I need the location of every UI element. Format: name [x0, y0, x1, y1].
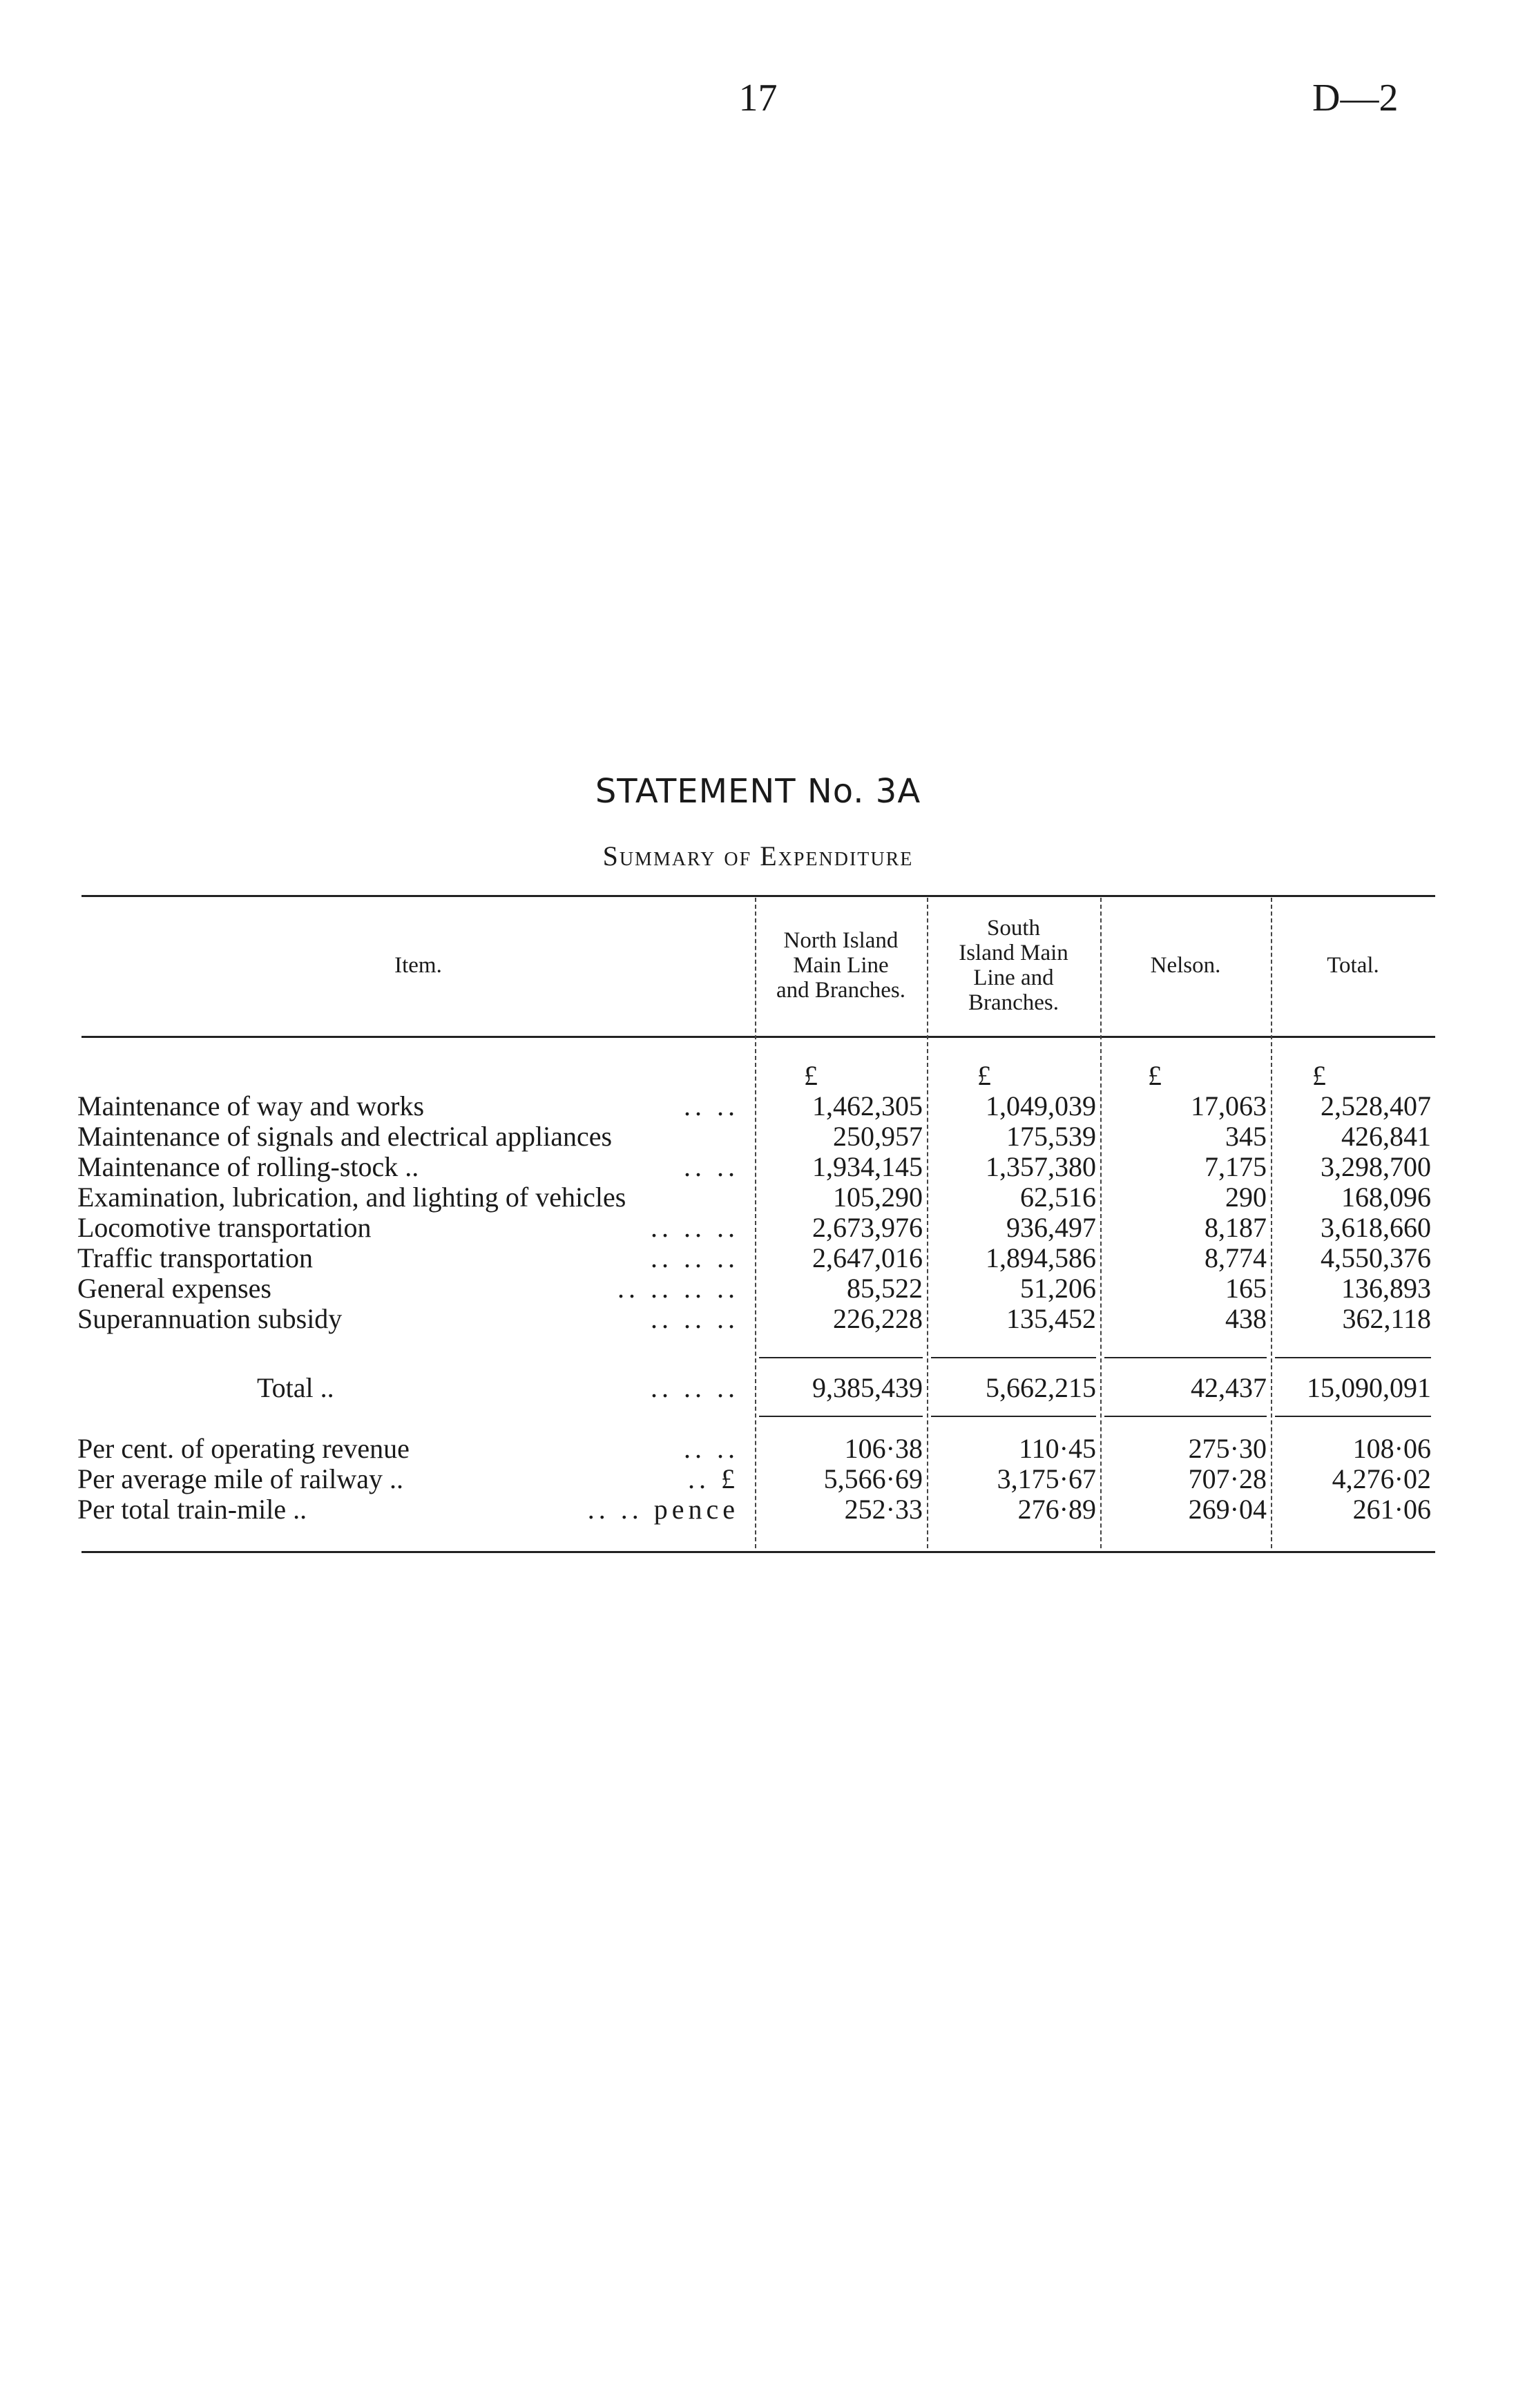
total-row-value-north-island: 9,385,439 [812, 1372, 923, 1403]
total-row-value-south-island: 5,662,215 [986, 1372, 1096, 1403]
ratio-row-value-total: 261·06 [1352, 1494, 1431, 1525]
table-row-value-nelson: 17,063 [1191, 1090, 1267, 1121]
table-row-value-north-island: 85,522 [847, 1273, 923, 1304]
total-row-value-nelson: 42,437 [1191, 1372, 1267, 1403]
table-row-label [77, 1182, 740, 1213]
dot-leader: .. .. pence [587, 1494, 739, 1525]
table-bottom-rule [81, 1551, 1435, 1553]
row-label-text: General expenses [77, 1273, 271, 1304]
table-row-value-north-island: 2,673,976 [812, 1212, 923, 1243]
ratio-row-value-south-island: 276·89 [1017, 1494, 1096, 1525]
table-row-value-south-island: 936,497 [1006, 1212, 1096, 1243]
ratio-row-value-nelson: 269·04 [1188, 1494, 1267, 1525]
table-row-label [77, 1091, 740, 1121]
column-header-line: Main Line [793, 953, 889, 978]
row-label-text: Traffic transportation [77, 1242, 314, 1273]
column-header-south-island [927, 916, 1100, 1015]
subtotal-rule [931, 1357, 1096, 1358]
table-row-value-north-island: 2,647,016 [812, 1242, 923, 1273]
table-row-value-north-island: 226,228 [833, 1303, 923, 1334]
column-header-north-island [755, 928, 927, 1003]
currency-symbol: £ [1312, 1060, 1326, 1091]
column-header-line: Line and [973, 965, 1054, 990]
dot-leader: .. .. .. [651, 1212, 739, 1243]
currency-symbol: £ [1148, 1060, 1162, 1091]
row-label-text: Per cent. of operating revenue [77, 1433, 410, 1464]
total-row-label [257, 1373, 740, 1403]
table-row-value-south-island: 1,894,586 [986, 1242, 1096, 1273]
table-row-value-nelson: 8,187 [1205, 1212, 1267, 1243]
subtotal-rule [1104, 1357, 1267, 1358]
column-header-line: Total. [1327, 953, 1379, 978]
column-header-line: Item. [394, 953, 442, 978]
dot-leader: .. .. .. [651, 1242, 739, 1273]
row-label-text: Maintenance of way and works [77, 1090, 425, 1121]
total-rule [931, 1416, 1096, 1417]
table-row-value-total: 136,893 [1341, 1273, 1431, 1304]
table-row-value-nelson: 345 [1225, 1121, 1267, 1152]
table-row-label [77, 1152, 740, 1182]
table-row-value-total: 426,841 [1341, 1121, 1431, 1152]
column-header-nelson [1100, 953, 1271, 978]
table-row-value-total: 2,528,407 [1321, 1090, 1431, 1121]
table-row-value-north-island: 105,290 [833, 1182, 923, 1213]
table-row-value-nelson: 8,774 [1205, 1242, 1267, 1273]
row-label-text: Total .. [257, 1372, 334, 1403]
table-row-value-south-island: 1,357,380 [986, 1151, 1096, 1182]
table-row-value-south-island: 51,206 [1020, 1273, 1096, 1304]
row-label-text: Per average mile of railway .. [77, 1463, 404, 1494]
dot-leader: .. .. .. [651, 1303, 739, 1334]
subtotal-rule [1275, 1357, 1431, 1358]
header-bottom-rule [81, 1036, 1435, 1038]
table-row-value-total: 4,550,376 [1321, 1242, 1431, 1273]
column-header-line: Branches. [968, 990, 1059, 1015]
ratio-row-value-south-island: 3,175·67 [997, 1463, 1096, 1494]
table-row-value-total: 3,618,660 [1321, 1212, 1431, 1243]
ratio-row-value-total: 108·06 [1352, 1433, 1431, 1464]
statement-title: STATEMENT No. 3A [595, 772, 921, 811]
table-row-value-south-island: 62,516 [1020, 1182, 1096, 1213]
dot-leader: .. .. .. .. [617, 1273, 739, 1304]
column-header-total [1271, 953, 1435, 978]
table-row-value-north-island: 250,957 [833, 1121, 923, 1152]
row-label-text: Maintenance of rolling-stock .. [77, 1151, 419, 1182]
row-label-text: Examination, lubrication, and lighting of vehicles [77, 1182, 626, 1213]
row-label-text: Per total train-mile .. [77, 1494, 307, 1525]
ratio-row-value-north-island: 106·38 [844, 1433, 923, 1464]
ratio-row-value-north-island: 252·33 [844, 1494, 923, 1525]
dot-leader: .. .. [684, 1433, 739, 1464]
table-row-label [77, 1213, 740, 1243]
column-header-line: and Branches. [776, 978, 905, 1003]
total-rule [759, 1416, 923, 1417]
total-rule [1275, 1416, 1431, 1417]
ratio-row-label [77, 1464, 740, 1494]
table-row-value-nelson: 438 [1225, 1303, 1267, 1334]
currency-symbol: £ [977, 1060, 991, 1091]
dot-leader: .. .. [684, 1151, 739, 1182]
column-header-line: Nelson. [1150, 953, 1221, 978]
table-row-value-south-island: 175,539 [1006, 1121, 1096, 1152]
column-header-item [81, 953, 755, 978]
ratio-row-value-nelson: 707·28 [1188, 1463, 1267, 1494]
dot-leader: .. .. .. [651, 1372, 739, 1403]
dot-leader: .. £ [688, 1463, 739, 1494]
row-label-text: Superannuation subsidy [77, 1303, 343, 1334]
table-row-value-total: 3,298,700 [1321, 1151, 1431, 1182]
ratio-row-value-total: 4,276·02 [1332, 1463, 1431, 1494]
table-row-label [77, 1121, 740, 1152]
total-row-value-total: 15,090,091 [1307, 1372, 1431, 1403]
column-header-line: South [986, 916, 1041, 941]
row-label-text: Locomotive transportation [77, 1212, 372, 1243]
row-label-text: Maintenance of signals and electrical appliances [77, 1121, 613, 1152]
document-reference: D—2 [1312, 77, 1399, 119]
table-row-value-south-island: 135,452 [1006, 1303, 1096, 1334]
table-row-value-total: 362,118 [1342, 1303, 1431, 1334]
column-header-line: Island Main [959, 941, 1068, 965]
ratio-row-label [77, 1494, 740, 1525]
table-row-value-total: 168,096 [1341, 1182, 1431, 1213]
table-row-value-nelson: 165 [1225, 1273, 1267, 1304]
table-top-rule [81, 895, 1435, 897]
table-row-label [77, 1304, 740, 1334]
table-row-label [77, 1273, 740, 1304]
ratio-row-value-nelson: 275·30 [1188, 1433, 1267, 1464]
table-row-label [77, 1243, 740, 1273]
total-rule [1104, 1416, 1267, 1417]
subtotal-rule [759, 1357, 923, 1358]
ratio-row-label [77, 1434, 740, 1464]
table-row-value-north-island: 1,462,305 [812, 1090, 923, 1121]
dot-leader: .. .. [684, 1090, 739, 1121]
ratio-row-value-north-island: 5,566·69 [823, 1463, 923, 1494]
table-row-value-nelson: 290 [1225, 1182, 1267, 1213]
table-row-value-south-island: 1,049,039 [986, 1090, 1096, 1121]
currency-symbol: £ [804, 1060, 818, 1091]
page-number: 17 [738, 77, 778, 119]
column-header-line: North Island [783, 928, 899, 953]
table-row-value-north-island: 1,934,145 [812, 1151, 923, 1182]
ratio-row-value-south-island: 110·45 [1019, 1433, 1096, 1464]
table-row-value-nelson: 7,175 [1205, 1151, 1267, 1182]
statement-subtitle: Summary of Expenditure [602, 840, 914, 871]
